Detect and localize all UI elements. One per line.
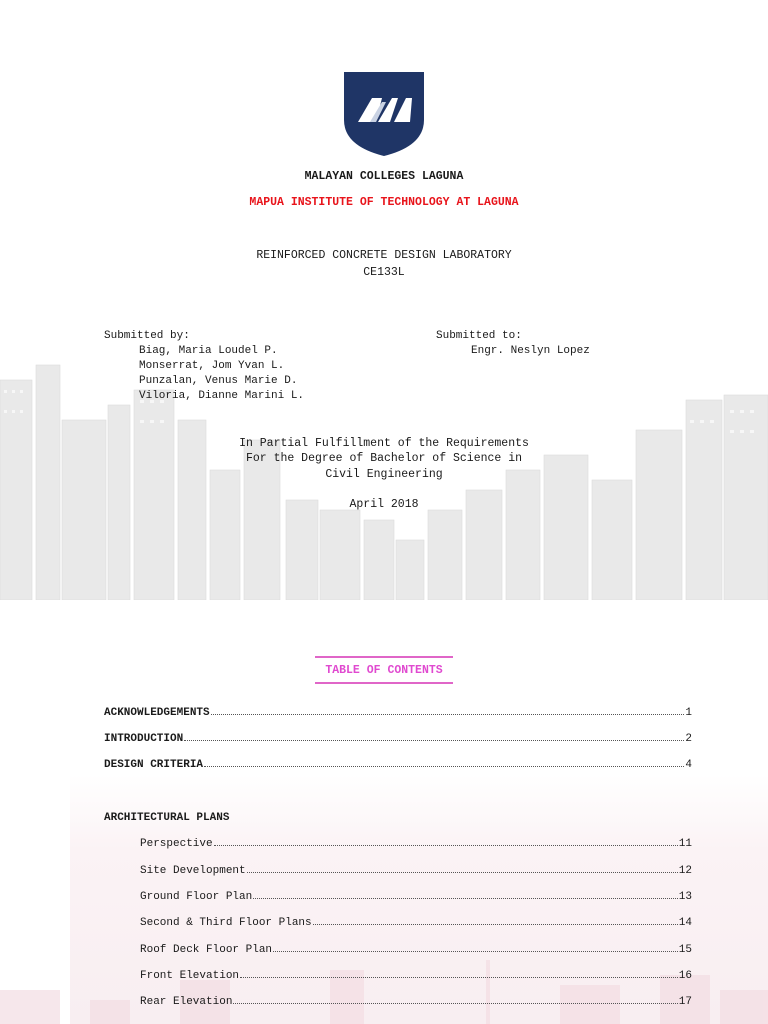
fulfillment-line: For the Degree of Bachelor of Science in xyxy=(245,452,523,465)
toc-sub-entry[interactable] xyxy=(140,996,692,1012)
toc-leader-dots xyxy=(184,739,684,741)
toc-sub-entry[interactable] xyxy=(140,865,692,881)
toc-leader-dots xyxy=(247,871,678,873)
toc-entry-label: Perspective xyxy=(140,838,213,850)
toc-entry-label: Site Development xyxy=(140,865,246,877)
course-title: REINFORCED CONCRETE DESIGN LABORATORY xyxy=(256,249,512,262)
toc-entry-label: Rear Elevation xyxy=(140,996,233,1008)
toc-sub-entry[interactable] xyxy=(140,970,692,986)
submitted-to-label: Submitted to: xyxy=(436,330,522,342)
toc-sub-entry[interactable] xyxy=(140,891,692,907)
toc-entry-label: Second & Third Floor Plans xyxy=(140,917,312,929)
toc-sub-entry[interactable] xyxy=(140,917,692,933)
toc-entry-label: Roof Deck Floor Plan xyxy=(140,944,273,956)
toc-entry-page: 14 xyxy=(678,917,692,929)
toc-entry-page: 12 xyxy=(678,865,692,877)
toc-entry-page: 2 xyxy=(685,733,692,745)
toc-entry-label: DESIGN CRITERIA xyxy=(104,759,204,771)
fulfillment-line: In Partial Fulfillment of the Requirements xyxy=(239,437,529,450)
toc-section-heading xyxy=(104,812,229,828)
author-name: Monserrat, Jom Yvan L. xyxy=(139,360,285,372)
toc-leader-dots xyxy=(253,897,678,899)
toc-leader-dots xyxy=(233,1002,677,1004)
toc-entry-label: Front Elevation xyxy=(140,970,240,982)
toc-entry-page: 11 xyxy=(678,838,692,850)
toc-entry-page: 13 xyxy=(678,891,692,903)
toc-leader-dots xyxy=(313,923,678,925)
toc-entry-label: Ground Floor Plan xyxy=(140,891,253,903)
toc-entry-page: 4 xyxy=(685,759,692,771)
author-name: Viloria, Dianne Marini L. xyxy=(139,390,305,402)
submission-date: April 2018 xyxy=(349,498,419,511)
institute-name: MAPUA INSTITUTE OF TECHNOLOGY AT LAGUNA xyxy=(249,196,519,209)
toc-entry-page: 17 xyxy=(678,996,692,1008)
mcl-shield-logo xyxy=(342,70,426,158)
adviser-name: Engr. Neslyn Lopez xyxy=(471,345,590,357)
toc-entry-label: INTRODUCTION xyxy=(104,733,184,745)
toc-sub-entry[interactable] xyxy=(140,944,692,960)
toc-leader-dots xyxy=(273,950,678,952)
toc-section-label: ARCHITECTURAL PLANS xyxy=(104,812,230,824)
toc-entry-page: 16 xyxy=(678,970,692,982)
author-name: Biag, Maria Loudel P. xyxy=(139,345,278,357)
course-code: CE133L xyxy=(363,266,405,279)
toc-entry[interactable] xyxy=(104,733,692,749)
toc-entry[interactable] xyxy=(104,759,692,775)
toc-entry[interactable] xyxy=(104,707,692,723)
toc-leader-dots xyxy=(240,976,678,978)
toc-sub-entry[interactable] xyxy=(140,838,692,854)
toc-entry-page: 15 xyxy=(678,944,692,956)
fulfillment-line: Civil Engineering xyxy=(325,468,443,481)
toc-leader-dots xyxy=(214,844,678,846)
college-name: MALAYAN COLLEGES LAGUNA xyxy=(304,170,464,183)
submitted-by-label: Submitted by: xyxy=(104,330,190,342)
toc-title: TABLE OF CONTENTS xyxy=(315,656,453,684)
toc-leader-dots xyxy=(211,713,685,715)
toc-leader-dots xyxy=(204,765,684,767)
author-name: Punzalan, Venus Marie D. xyxy=(139,375,298,387)
toc-entry-label: ACKNOWLEDGEMENTS xyxy=(104,707,210,719)
toc-entry-page: 1 xyxy=(685,707,692,719)
